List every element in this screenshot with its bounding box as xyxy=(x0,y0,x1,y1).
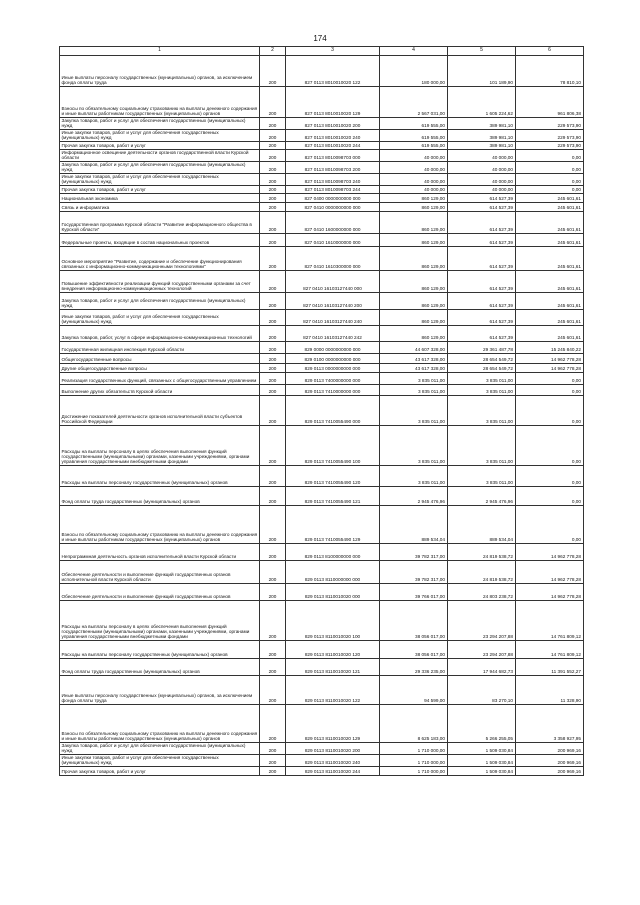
budget-execution-table xyxy=(59,46,584,776)
row-approved-amount: 889 534,04 xyxy=(380,506,448,544)
row-executed-amount: 23 294 207,88 xyxy=(448,641,516,659)
row-approved-amount: 2 567 031,00 xyxy=(380,87,448,118)
row-executed-amount: 389 981,10 xyxy=(448,142,516,150)
row-line-code: 200 xyxy=(260,194,286,203)
row-line-code: 200 xyxy=(260,342,286,354)
row-unexecuted-amount: 245 601,61 xyxy=(516,247,584,271)
row-approved-amount: 44 607 328,00 xyxy=(380,342,448,354)
row-name: Информационное освещение деятельности органов государственной власти Курской области xyxy=(60,150,260,162)
row-approved-amount: 860 129,00 xyxy=(380,212,448,234)
row-name: Закупка товаров, работ и услуг для обеспечения государственных (муниципальных) нужд xyxy=(60,162,260,174)
row-line-code: 200 xyxy=(260,234,286,247)
table-row xyxy=(60,396,584,426)
row-executed-amount: 889 534,04 xyxy=(448,506,516,544)
row-name: Национальная экономика xyxy=(60,194,260,203)
row-name: Закупка товаров, работ и услуг для обеспечения государственных (муниципальных) нужд xyxy=(60,118,260,130)
row-name: Государственная жилищная инспекция Курской области xyxy=(60,342,260,354)
row-name: Обеспечение деятельности и выполнение функций государственных органов исполнительной власти Курской области xyxy=(60,561,260,584)
row-approved-amount: 1 710 000,00 xyxy=(380,767,448,776)
row-executed-amount: 614 527,39 xyxy=(448,310,516,326)
row-approved-amount: 860 129,00 xyxy=(380,194,448,203)
row-unexecuted-amount: 0,00 xyxy=(516,466,584,487)
row-approved-amount: 94 599,00 xyxy=(380,676,448,705)
row-executed-amount: 24 819 538,72 xyxy=(448,561,516,584)
row-approved-amount: 29 336 235,00 xyxy=(380,659,448,676)
row-unexecuted-amount: 11 328,90 xyxy=(516,676,584,705)
row-executed-amount: 389 981,10 xyxy=(448,118,516,130)
row-unexecuted-amount: 0,00 xyxy=(516,396,584,426)
row-classifier-code: 827 0113 8010098703 240 xyxy=(286,174,380,186)
row-classifier-code: 827 0113 8010098703 200 xyxy=(286,162,380,174)
table-row xyxy=(60,174,584,186)
row-unexecuted-amount: 0,00 xyxy=(516,373,584,385)
header-col-2: 2 xyxy=(260,47,286,56)
row-name: Прочая закупка товаров, работ и услуг xyxy=(60,186,260,194)
row-classifier-code: 829 0113 8110010020 244 xyxy=(286,767,380,776)
row-line-code: 200 xyxy=(260,162,286,174)
table-row xyxy=(60,293,584,310)
row-classifier-code: 829 0113 8110000000 000 xyxy=(286,561,380,584)
row-line-code: 200 xyxy=(260,487,286,506)
row-approved-amount: 43 617 328,00 xyxy=(380,354,448,364)
row-classifier-code: 827 0113 8010098703 244 xyxy=(286,186,380,194)
row-classifier-code: 829 0113 8110010020 200 xyxy=(286,743,380,755)
row-classifier-code: 829 0113 8110010020 121 xyxy=(286,659,380,676)
row-name: Непрограммная деятельность органов исполнительной власти Курской области xyxy=(60,544,260,561)
row-classifier-code: 827 0410 16103127440 240 xyxy=(286,310,380,326)
row-approved-amount: 38 056 017,00 xyxy=(380,601,448,641)
row-classifier-code: 829 0113 8110010020 120 xyxy=(286,641,380,659)
table-row xyxy=(60,659,584,676)
row-line-code: 200 xyxy=(260,293,286,310)
row-approved-amount: 3 835 011,00 xyxy=(380,466,448,487)
row-line-code: 200 xyxy=(260,396,286,426)
row-approved-amount: 180 000,00 xyxy=(380,56,448,87)
row-classifier-code: 829 0113 8100000000 000 xyxy=(286,544,380,561)
row-name: Иные закупки товаров, работ и услуг для обеспечения государственных (муниципальных) нужд xyxy=(60,130,260,142)
row-approved-amount: 40 000,00 xyxy=(380,162,448,174)
table-row xyxy=(60,271,584,293)
row-name: Взносы по обязательному социальному страхованию на выплаты денежного содержания и иные выплаты работникам государственных (муниципальных) органов xyxy=(60,705,260,743)
row-name: Взносы по обязательному социальному страхованию на выплаты денежного содержания и иные выплаты работникам государственных (муниципальных) органов xyxy=(60,506,260,544)
row-name: Общегосударственные вопросы xyxy=(60,354,260,364)
row-unexecuted-amount: 14 962 778,28 xyxy=(516,584,584,601)
table-row xyxy=(60,676,584,705)
row-unexecuted-amount: 245 601,61 xyxy=(516,203,584,212)
row-executed-amount: 3 835 011,00 xyxy=(448,385,516,396)
row-name: Иные закупки товаров, работ и услуг для обеспечения государственных (муниципальных) нужд xyxy=(60,755,260,767)
row-name: Выполнение других обязательств Курской области xyxy=(60,385,260,396)
row-line-code: 200 xyxy=(260,641,286,659)
row-name: Достижение показателей деятельности органов исполнительной власти субъектов Российской Федерации xyxy=(60,396,260,426)
table-row xyxy=(60,601,584,641)
row-unexecuted-amount: 245 601,61 xyxy=(516,234,584,247)
row-name: Связь и информатика xyxy=(60,203,260,212)
row-classifier-code: 827 0410 0000000000 000 xyxy=(286,203,380,212)
row-approved-amount: 39 782 317,00 xyxy=(380,544,448,561)
row-classifier-code: 829 0113 7400000000 000 xyxy=(286,373,380,385)
table-row xyxy=(60,385,584,396)
row-approved-amount: 40 000,00 xyxy=(380,186,448,194)
row-executed-amount: 1 509 030,84 xyxy=(448,755,516,767)
row-unexecuted-amount: 14 962 778,28 xyxy=(516,544,584,561)
row-line-code: 200 xyxy=(260,705,286,743)
row-classifier-code: 827 0410 16103127440 242 xyxy=(286,326,380,342)
row-classifier-code: 829 0113 7410000000 000 xyxy=(286,385,380,396)
row-unexecuted-amount: 200 969,16 xyxy=(516,767,584,776)
row-line-code: 200 xyxy=(260,56,286,87)
row-executed-amount: 101 189,90 xyxy=(448,56,516,87)
row-executed-amount: 614 527,39 xyxy=(448,271,516,293)
row-unexecuted-amount: 15 245 840,22 xyxy=(516,342,584,354)
row-line-code: 200 xyxy=(260,87,286,118)
row-line-code: 200 xyxy=(260,354,286,364)
row-executed-amount: 614 527,39 xyxy=(448,212,516,234)
row-line-code: 200 xyxy=(260,247,286,271)
row-line-code: 200 xyxy=(260,186,286,194)
row-approved-amount: 1 710 000,00 xyxy=(380,743,448,755)
row-classifier-code: 827 0113 8010010020 122 xyxy=(286,56,380,87)
table-row xyxy=(60,194,584,203)
row-name: Закупка товаров, работ и услуг для обеспечения государственных (муниципальных) нужд xyxy=(60,293,260,310)
row-line-code: 200 xyxy=(260,203,286,212)
row-executed-amount: 40 000,00 xyxy=(448,150,516,162)
row-classifier-code: 829 0113 8110010020 129 xyxy=(286,705,380,743)
table-row xyxy=(60,342,584,354)
row-unexecuted-amount: 961 806,38 xyxy=(516,87,584,118)
row-executed-amount: 5 266 255,05 xyxy=(448,705,516,743)
row-executed-amount: 1 509 030,84 xyxy=(448,743,516,755)
row-classifier-code: 829 0113 7410055490 000 xyxy=(286,396,380,426)
row-line-code: 200 xyxy=(260,174,286,186)
row-unexecuted-amount: 229 573,90 xyxy=(516,142,584,150)
table-row xyxy=(60,641,584,659)
row-classifier-code: 829 0113 7410055490 100 xyxy=(286,426,380,466)
row-line-code: 200 xyxy=(260,142,286,150)
row-approved-amount: 3 835 011,00 xyxy=(380,373,448,385)
row-line-code: 200 xyxy=(260,118,286,130)
row-name: Федеральные проекты, входящие в состав национальных проектов xyxy=(60,234,260,247)
row-classifier-code: 827 0113 8010010020 200 xyxy=(286,118,380,130)
header-col-4: 4 xyxy=(380,47,448,56)
row-name: Закупка товаров, работ и услуг для обеспечения государственных (муниципальных) нужд xyxy=(60,743,260,755)
table-row xyxy=(60,87,584,118)
row-executed-amount: 24 819 538,72 xyxy=(448,544,516,561)
row-unexecuted-amount: 14 962 778,28 xyxy=(516,354,584,364)
row-executed-amount: 40 000,00 xyxy=(448,186,516,194)
row-line-code: 200 xyxy=(260,506,286,544)
table-row xyxy=(60,561,584,584)
row-approved-amount: 619 555,00 xyxy=(380,118,448,130)
row-executed-amount: 28 654 549,72 xyxy=(448,364,516,373)
row-classifier-code: 829 0113 8110010020 000 xyxy=(286,584,380,601)
row-executed-amount: 3 835 011,00 xyxy=(448,466,516,487)
row-classifier-code: 827 0410 16103127440 000 xyxy=(286,271,380,293)
table-header-row xyxy=(60,47,584,56)
header-col-3: 3 xyxy=(286,47,380,56)
row-line-code: 200 xyxy=(260,676,286,705)
row-name: Фонд оплаты труда государственных (муниципальных) органов xyxy=(60,659,260,676)
row-approved-amount: 40 000,00 xyxy=(380,174,448,186)
table-row xyxy=(60,584,584,601)
row-classifier-code: 829 0113 7410055490 120 xyxy=(286,466,380,487)
row-line-code: 200 xyxy=(260,755,286,767)
row-approved-amount: 39 782 317,00 xyxy=(380,561,448,584)
table-row xyxy=(60,234,584,247)
row-classifier-code: 829 0113 8110010020 100 xyxy=(286,601,380,641)
row-executed-amount: 614 527,39 xyxy=(448,234,516,247)
row-executed-amount: 40 000,00 xyxy=(448,174,516,186)
row-unexecuted-amount: 245 601,61 xyxy=(516,194,584,203)
row-classifier-code: 827 0113 8010010020 129 xyxy=(286,87,380,118)
row-unexecuted-amount: 229 573,90 xyxy=(516,118,584,130)
row-executed-amount: 23 294 207,88 xyxy=(448,601,516,641)
row-unexecuted-amount: 14 761 809,12 xyxy=(516,641,584,659)
row-executed-amount: 614 527,39 xyxy=(448,293,516,310)
row-classifier-code: 829 0113 8110010020 122 xyxy=(286,676,380,705)
row-unexecuted-amount: 245 601,61 xyxy=(516,310,584,326)
header-col-1: 1 xyxy=(60,47,260,56)
row-unexecuted-amount: 0,00 xyxy=(516,150,584,162)
table-row xyxy=(60,544,584,561)
row-line-code: 200 xyxy=(260,271,286,293)
row-executed-amount: 28 654 549,72 xyxy=(448,354,516,364)
row-executed-amount: 29 361 487,78 xyxy=(448,342,516,354)
row-line-code: 200 xyxy=(260,130,286,142)
row-unexecuted-amount: 245 601,61 xyxy=(516,271,584,293)
row-executed-amount: 614 527,39 xyxy=(448,194,516,203)
table-row xyxy=(60,130,584,142)
row-line-code: 200 xyxy=(260,561,286,584)
row-name: Расходы на выплаты персоналу государственных (муниципальных) органов xyxy=(60,466,260,487)
row-executed-amount: 614 527,39 xyxy=(448,247,516,271)
row-unexecuted-amount: 14 962 778,28 xyxy=(516,561,584,584)
row-executed-amount: 3 835 011,00 xyxy=(448,426,516,466)
row-line-code: 200 xyxy=(260,659,286,676)
table-row xyxy=(60,247,584,271)
row-unexecuted-amount: 0,00 xyxy=(516,506,584,544)
row-classifier-code: 829 0113 0000000000 000 xyxy=(286,364,380,373)
table-row xyxy=(60,354,584,364)
row-unexecuted-amount: 14 962 778,28 xyxy=(516,364,584,373)
row-name: Прочая закупка товаров, работ и услуг xyxy=(60,767,260,776)
row-line-code: 200 xyxy=(260,544,286,561)
row-name: Реализация государственных функций, связанных с общегосударственным управлением xyxy=(60,373,260,385)
row-executed-amount: 40 000,00 xyxy=(448,162,516,174)
table-row xyxy=(60,212,584,234)
row-approved-amount: 8 625 183,00 xyxy=(380,705,448,743)
table-row xyxy=(60,743,584,755)
row-line-code: 200 xyxy=(260,373,286,385)
row-unexecuted-amount: 11 391 552,27 xyxy=(516,659,584,676)
row-line-code: 200 xyxy=(260,212,286,234)
row-unexecuted-amount: 3 358 927,95 xyxy=(516,705,584,743)
row-name: Взносы по обязательному социальному страхованию на выплаты денежного содержания и иные выплаты работникам государственных (муниципальных) органов xyxy=(60,87,260,118)
table-row xyxy=(60,203,584,212)
table-row xyxy=(60,142,584,150)
row-approved-amount: 3 835 011,00 xyxy=(380,426,448,466)
row-line-code: 200 xyxy=(260,310,286,326)
table-row xyxy=(60,767,584,776)
row-approved-amount: 860 129,00 xyxy=(380,310,448,326)
row-name: Расходы на выплаты персоналу в целях обеспечения выполнения функций государственными (муниципальными) органами, казенными учреждениями, органами управления государственными внебюджетными фондами xyxy=(60,426,260,466)
row-approved-amount: 619 555,00 xyxy=(380,142,448,150)
table-row xyxy=(60,118,584,130)
row-executed-amount: 24 803 238,72 xyxy=(448,584,516,601)
table-row xyxy=(60,310,584,326)
row-unexecuted-amount: 14 761 809,12 xyxy=(516,601,584,641)
row-approved-amount: 619 555,00 xyxy=(380,130,448,142)
row-unexecuted-amount: 229 573,90 xyxy=(516,130,584,142)
row-approved-amount: 3 835 011,00 xyxy=(380,396,448,426)
row-unexecuted-amount: 0,00 xyxy=(516,186,584,194)
row-approved-amount: 860 129,00 xyxy=(380,203,448,212)
row-executed-amount: 3 835 011,00 xyxy=(448,396,516,426)
row-unexecuted-amount: 0,00 xyxy=(516,174,584,186)
row-unexecuted-amount: 0,00 xyxy=(516,426,584,466)
table-row xyxy=(60,326,584,342)
row-unexecuted-amount: 200 969,16 xyxy=(516,755,584,767)
row-approved-amount: 860 129,00 xyxy=(380,247,448,271)
row-line-code: 200 xyxy=(260,584,286,601)
row-executed-amount: 1 605 224,62 xyxy=(448,87,516,118)
row-classifier-code: 829 0100 0000000000 000 xyxy=(286,354,380,364)
table-row xyxy=(60,364,584,373)
table-row xyxy=(60,162,584,174)
row-unexecuted-amount: 0,00 xyxy=(516,385,584,396)
row-classifier-code: 827 0410 1610300000 000 xyxy=(286,247,380,271)
row-classifier-code: 827 0113 8010010020 240 xyxy=(286,130,380,142)
row-unexecuted-amount: 200 969,16 xyxy=(516,743,584,755)
row-name: Повышение эффективности реализации функций государственными органами за счет внедрения информационно-коммуникационных технологий xyxy=(60,271,260,293)
page-number: 174 xyxy=(313,34,327,43)
row-executed-amount: 83 270,10 xyxy=(448,676,516,705)
table-row xyxy=(60,56,584,87)
row-approved-amount: 860 129,00 xyxy=(380,271,448,293)
row-line-code: 200 xyxy=(260,767,286,776)
row-line-code: 200 xyxy=(260,743,286,755)
row-classifier-code: 827 0410 1600000000 000 xyxy=(286,212,380,234)
row-executed-amount: 1 509 030,84 xyxy=(448,767,516,776)
header-col-6: 6 xyxy=(516,47,584,56)
row-line-code: 200 xyxy=(260,385,286,396)
row-name: Фонд оплаты труда государственных (муниципальных) органов xyxy=(60,487,260,506)
row-name: Иные выплаты персоналу государственных (муниципальных) органов, за исключением фонда оплаты труда xyxy=(60,56,260,87)
row-line-code: 200 xyxy=(260,426,286,466)
row-unexecuted-amount: 245 601,61 xyxy=(516,293,584,310)
row-executed-amount: 3 835 011,00 xyxy=(448,373,516,385)
row-line-code: 200 xyxy=(260,601,286,641)
row-approved-amount: 1 710 000,00 xyxy=(380,755,448,767)
row-approved-amount: 860 129,00 xyxy=(380,293,448,310)
row-name: Иные выплаты персоналу государственных (муниципальных) органов, за исключением фонда оплаты труда xyxy=(60,676,260,705)
row-approved-amount: 43 617 328,00 xyxy=(380,364,448,373)
row-unexecuted-amount: 78 810,10 xyxy=(516,56,584,87)
row-name: Обеспечение деятельности и выполнение функций государственных органов xyxy=(60,584,260,601)
row-executed-amount: 614 527,39 xyxy=(448,203,516,212)
row-line-code: 200 xyxy=(260,150,286,162)
row-approved-amount: 860 129,00 xyxy=(380,234,448,247)
row-classifier-code: 829 0113 7410055490 121 xyxy=(286,487,380,506)
row-approved-amount: 40 000,00 xyxy=(380,150,448,162)
row-approved-amount: 860 129,00 xyxy=(380,326,448,342)
row-name: Прочая закупка товаров, работ и услуг xyxy=(60,142,260,150)
row-line-code: 200 xyxy=(260,466,286,487)
row-classifier-code: 827 0410 16103127440 200 xyxy=(286,293,380,310)
row-name: Государственная программа Курской области "Развитие информационного общества в Курской области" xyxy=(60,212,260,234)
row-line-code: 200 xyxy=(260,326,286,342)
row-line-code: 200 xyxy=(260,364,286,373)
table-row xyxy=(60,755,584,767)
row-executed-amount: 2 945 476,96 xyxy=(448,487,516,506)
table-row xyxy=(60,150,584,162)
row-name: Иные закупки товаров, работ и услуг для обеспечения государственных (муниципальных) нужд xyxy=(60,174,260,186)
table-row xyxy=(60,186,584,194)
row-name: Другие общегосударственные вопросы xyxy=(60,364,260,373)
table-row xyxy=(60,506,584,544)
row-classifier-code: 827 0410 1610000000 000 xyxy=(286,234,380,247)
row-executed-amount: 17 944 682,73 xyxy=(448,659,516,676)
table-row xyxy=(60,373,584,385)
row-unexecuted-amount: 0,00 xyxy=(516,162,584,174)
header-col-5: 5 xyxy=(448,47,516,56)
row-classifier-code: 827 0400 0000000000 000 xyxy=(286,194,380,203)
row-name: Иные закупки товаров, работ и услуг для обеспечения государственных (муниципальных) нужд xyxy=(60,310,260,326)
row-unexecuted-amount: 245 601,61 xyxy=(516,212,584,234)
row-classifier-code: 827 0113 8010098703 000 xyxy=(286,150,380,162)
row-classifier-code: 829 0113 8110010020 240 xyxy=(286,755,380,767)
row-approved-amount: 38 056 017,00 xyxy=(380,641,448,659)
row-unexecuted-amount: 0,00 xyxy=(516,487,584,506)
row-approved-amount: 2 945 476,96 xyxy=(380,487,448,506)
row-name: Расходы на выплаты персоналу государственных (муниципальных) органов xyxy=(60,641,260,659)
row-name: Закупка товаров, работ, услуг в сфере информационно-коммуникационных технологий xyxy=(60,326,260,342)
row-name: Основное мероприятие "Развитие, содержание и обеспечение функционирования связанных с информационно-коммуникационными технологиями" xyxy=(60,247,260,271)
row-classifier-code: 827 0113 8010010020 244 xyxy=(286,142,380,150)
row-name: Расходы на выплаты персоналу в целях обеспечения выполнения функций государственными (муниципальными) органами, казенными учреждениями, органами управления государственными внебюджетными фондами xyxy=(60,601,260,641)
table-row xyxy=(60,705,584,743)
row-classifier-code: 829 0113 7410055490 129 xyxy=(286,506,380,544)
table-row xyxy=(60,487,584,506)
table-row xyxy=(60,466,584,487)
row-unexecuted-amount: 245 601,61 xyxy=(516,326,584,342)
row-executed-amount: 614 527,39 xyxy=(448,326,516,342)
row-approved-amount: 3 835 011,00 xyxy=(380,385,448,396)
row-approved-amount: 39 766 017,00 xyxy=(380,584,448,601)
row-executed-amount: 389 981,10 xyxy=(448,130,516,142)
table-row xyxy=(60,426,584,466)
row-classifier-code: 829 0000 0000000000 000 xyxy=(286,342,380,354)
